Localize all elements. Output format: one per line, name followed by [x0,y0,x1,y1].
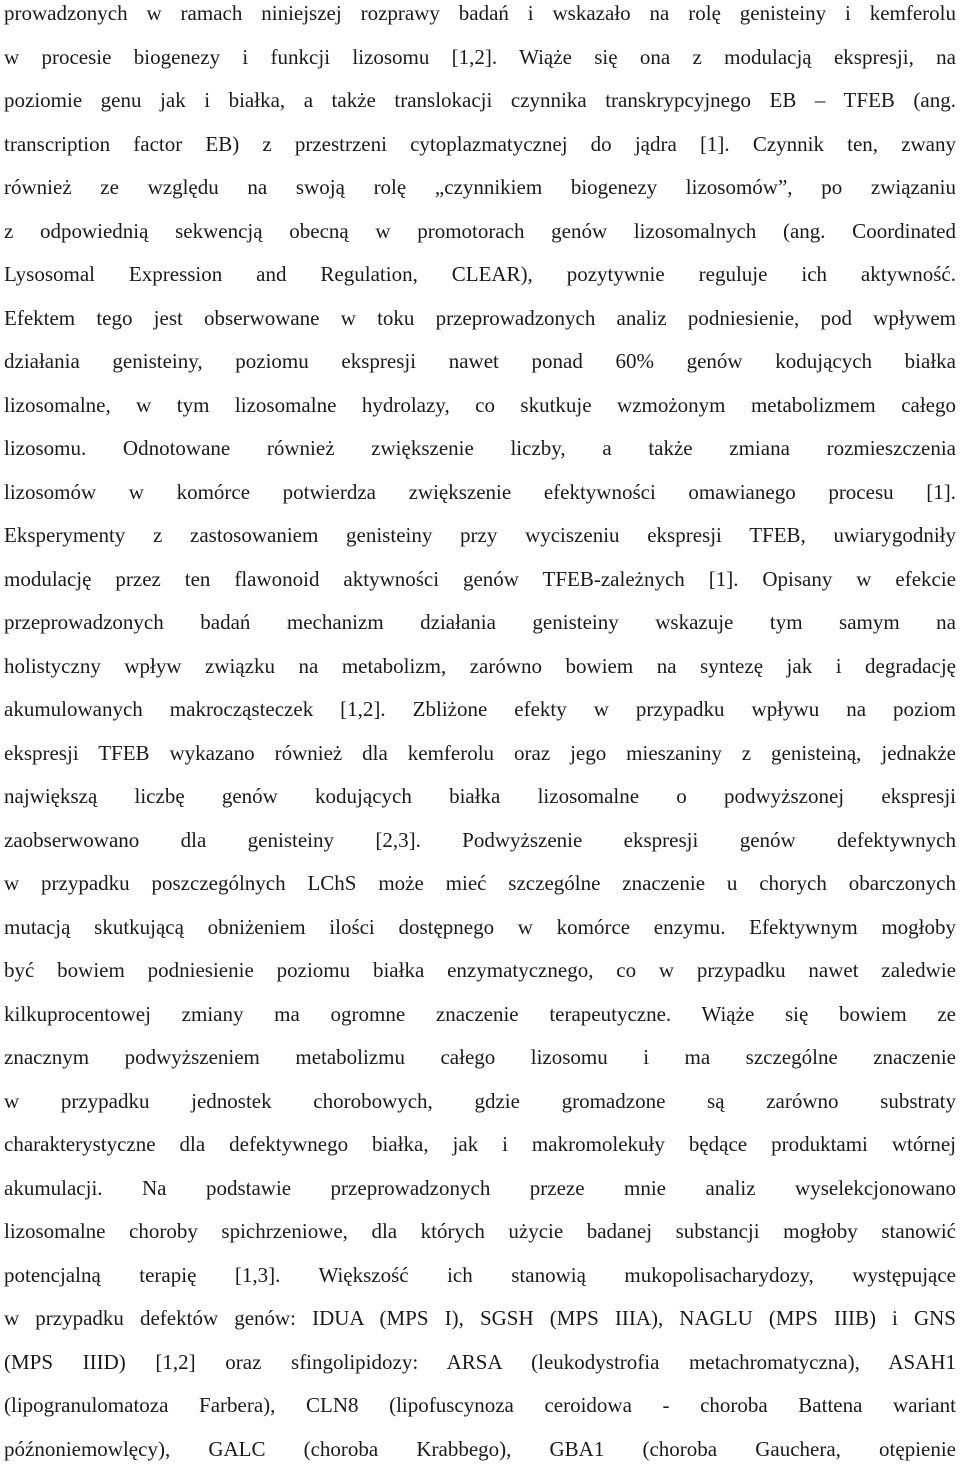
text-line: lizosomalne choroby spichrzeniowe, dla których użycie badanej substancji mogłoby stanowić [4,1210,956,1254]
text-line: największą liczbę genów kodujących białka lizosomalne o podwyższonej ekspresji [4,775,956,819]
text-line: być bowiem podniesienie poziomu białka enzymatycznego, co w przypadku nawet zaledwie [4,949,956,993]
text-line: lizosomu. Odnotowane również zwiększenie liczby, a także zmiana rozmieszczenia [4,427,956,471]
text-line: mutacją skutkującą obniżeniem ilości dostępnego w komórce enzymu. Efektywnym mogłoby [4,906,956,950]
text-line: Lysosomal Expression and Regulation, CLEAR), pozytywnie reguluje ich aktywność. [4,253,956,297]
text-line: zaobserwowano dla genisteiny [2,3]. Podwyższenie ekspresji genów defektywnych [4,819,956,863]
text-line: Efektem tego jest obserwowane w toku przeprowadzonych analiz podniesienie, pod wpływem [4,297,956,341]
text-line: (MPS IIID) [1,2] oraz sfingolipidozy: ARSA (leukodystrofia metachromatyczna), ASAH1 [4,1341,956,1385]
text-line: poziomie genu jak i białka, a także translokacji czynnika transkrypcyjnego EB – TFEB (ang. [4,79,956,123]
text-line: późnoniemowlęcy), GALC (choroba Krabbego), GBA1 (choroba Gauchera, otępienie [4,1428,956,1471]
text-line: lizosomalne, w tym lizosomalne hydrolazy, co skutkuje wzmożonym metabolizmem całego [4,384,956,428]
text-line: również ze względu na swoją rolę „czynnikiem biogenezy lizosomów”, po związaniu [4,166,956,210]
text-line: przeprowadzonych badań mechanizm działania genisteiny wskazuje tym samym na [4,601,956,645]
text-line: ekspresji TFEB wykazano również dla kemferolu oraz jego mieszaniny z genisteiną, jednakże [4,732,956,776]
text-line: modulację przez ten flawonoid aktywności genów TFEB-zależnych [1]. Opisany w efekcie [4,558,956,602]
text-line: akumulacji. Na podstawie przeprowadzonych przeze mnie analiz wyselekcjonowano [4,1167,956,1211]
document-body [4,0,956,1471]
text-line: charakterystyczne dla defektywnego białka, jak i makromolekuły będące produktami wtórnej [4,1123,956,1167]
text-line: działania genisteiny, poziomu ekspresji nawet ponad 60% genów kodujących białka [4,340,956,384]
text-line: holistyczny wpływ związku na metabolizm, zarówno bowiem na syntezę jak i degradację [4,645,956,689]
text-line: Eksperymenty z zastosowaniem genisteiny przy wyciszeniu ekspresji TFEB, uwiarygodniły [4,514,956,558]
text-line: transcription factor EB) z przestrzeni cytoplazmatycznej do jądra [1]. Czynnik ten, zwany [4,123,956,167]
text-line: w przypadku poszczególnych LChS może mieć szczególne znaczenie u chorych obarczonych [4,862,956,906]
text-line: w przypadku jednostek chorobowych, gdzie gromadzone są zarówno substraty [4,1080,956,1124]
text-line: potencjalną terapię [1,3]. Większość ich stanowią mukopolisacharydozy, występujące [4,1254,956,1298]
text-line: (lipogranulomatoza Farbera), CLN8 (lipofuscynoza ceroidowa - choroba Battena wariant [4,1384,956,1428]
text-line: w przypadku defektów genów: IDUA (MPS I), SGSH (MPS IIIA), NAGLU (MPS IIIB) i GNS [4,1297,956,1341]
text-line: kilkuprocentowej zmiany ma ogromne znaczenie terapeutyczne. Wiąże się bowiem ze [4,993,956,1037]
text-line: lizosomów w komórce potwierdza zwiększenie efektywności omawianego procesu [1]. [4,471,956,515]
text-line: akumulowanych makrocząsteczek [1,2]. Zbliżone efekty w przypadku wpływu na poziom [4,688,956,732]
text-line: prowadzonych w ramach niniejszej rozprawy badań i wskazało na rolę genisteiny i kemferolu [4,0,956,36]
text-line: znacznym podwyższeniem metabolizmu całego lizosomu i ma szczególne znaczenie [4,1036,956,1080]
text-line: z odpowiednią sekwencją obecną w promotorach genów lizosomalnych (ang. Coordinated [4,210,956,254]
text-line: w procesie biogenezy i funkcji lizosomu [1,2]. Wiąże się ona z modulacją ekspresji, na [4,36,956,80]
